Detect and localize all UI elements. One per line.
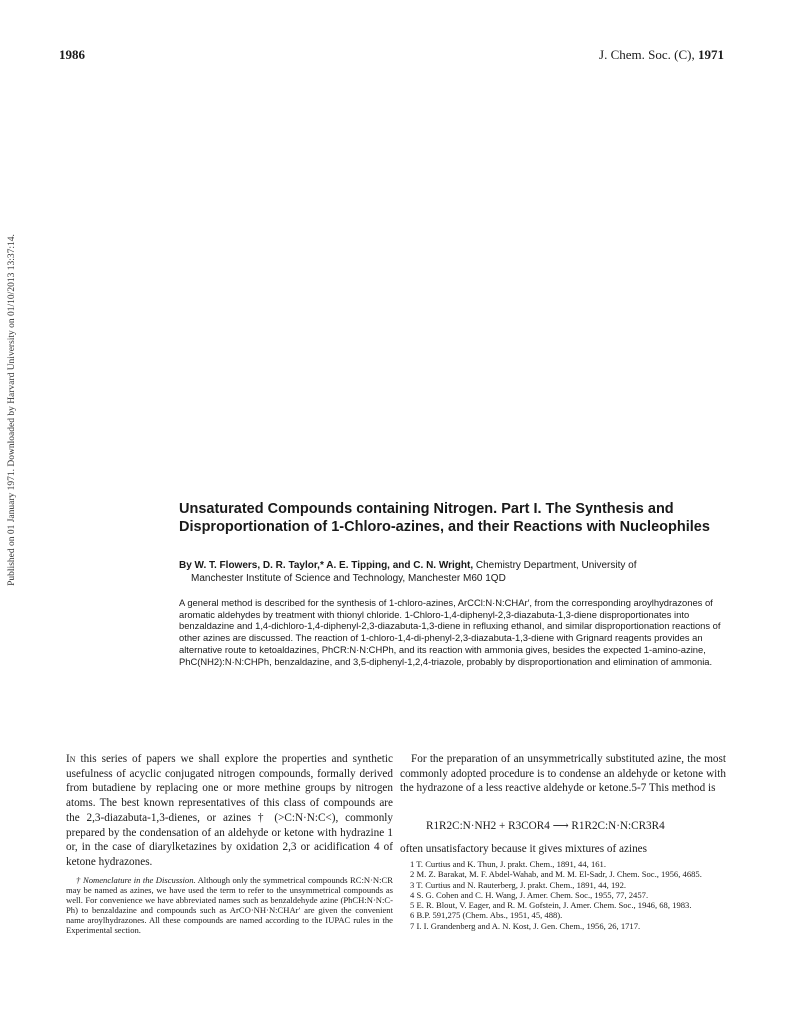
post-equation-text: often unsatisfactory because it gives mixtures of azines (400, 843, 647, 855)
reference-item: 6 B.P. 591,275 (Chem. Abs., 1951, 45, 488). (410, 910, 563, 921)
page-number: 1986 (59, 47, 85, 62)
journal-year: 1971 (698, 47, 724, 62)
reference-item: 3 T. Curtius and N. Rauterberg, J. prakt. Chem., 1891, 44, 192. (410, 879, 627, 890)
authors: By W. T. Flowers, D. R. Taylor,* A. E. Tipping, and C. N. Wright, (179, 560, 474, 571)
left-column (66, 752, 393, 870)
affiliation-line-2: Manchester Institute of Science and Technology, Manchester M60 1QD (191, 573, 506, 584)
journal-reference (599, 47, 724, 63)
right-column (400, 752, 726, 796)
reaction-equation: R1R2C:N·NH2 + R3COR4 ⟶ R1R2C:N·N:CR3R4 (426, 820, 665, 832)
journal-name: J. Chem. Soc. (C), (599, 47, 695, 62)
download-note-text: Published on 01 January 1971. Downloaded by Harvard University on 01/10/2013 13:37:14. (7, 234, 17, 586)
reference-item: 7 I. I. Grandenberg and A. N. Kost, J. Gen. Chem., 1956, 26, 1717. (410, 920, 641, 931)
abstract-text: A general method is described for the synthesis of 1-chloro-azines, ArCCl:N·N:CHAr′, from the corresponding aroylhydrazones of aromatic aldehydes by treatment with thionyl chloride. 1-Chloro-1,4-diphenyl-2,3-diazabuta-1,3-diene disproportionates into benzaldazine and 1,4-dichloro-1,4-diphenyl-2,3-diazabuta-1,3-diene in refluxing ethanol, and similar disproportionation reactions of other azines are discussed. The reaction of 1-chloro-1,4-di-phenyl-2,3-diazabuta-1,3-diene with Grignard reagents provides an alternative route to ketoaldazines, PhCR:N·N:CHPh, and its reaction with ammonia gives, besides the expected 1-amino-azine, PhC(NH2):N·N:CHPh, benzaldazine, and 3,5-diphenyl-1,2,4-triazole, probably by disproportionation and elimination of ammonia. (179, 597, 721, 667)
reference-item: 2 M. Z. Barakat, M. F. Abdel-Wahab, and M. M. El-Sadr, J. Chem. Soc., 1956, 4685. (410, 869, 702, 880)
intro-text: this series of papers we shall explore the properties and synthetic usefulness of acyclic conjugated nitrogen compounds, formally derived from butadiene by replacing one or more methine groups by nitrogen atoms. The best known representatives of this class of compounds are the 2,3-diazabuta-1,3-dienes, or azines † (>C:N·N:C<), commonly prepared by the condensation of an aldehyde or ketone with hydrazine 1 or, in the case of diarylketazines by oxidation 2,3 or acidification 4 of ketone hydrazones. (66, 753, 393, 868)
reference-list (400, 859, 726, 931)
abstract (179, 597, 727, 667)
intro-lead: In (66, 753, 76, 765)
article-title: Unsaturated Compounds containing Nitrogen. Part I. The Synthesis and Disproportionation of 1-Chloro-azines, and their Reactions with Nucleophiles (179, 501, 710, 535)
footnote-label: † Nomenclature in the Discussion. (76, 875, 196, 885)
method-paragraph: For the preparation of an unsymmetrically substituted azine, the most commonly adopted procedure is to condense an aldehyde or ketone with the hydrazone of a less reactive aldehyde or ketone.5-7 This method is (400, 753, 726, 795)
download-watermark (6, 200, 18, 620)
affiliation-line-1: Chemistry Department, University of (475, 560, 637, 571)
nomenclature-footnote (66, 875, 393, 935)
reference-item: 4 S. G. Cohen and C. H. Wang, J. Amer. Chem. Soc., 1955, 77, 2457. (410, 889, 649, 900)
byline (179, 559, 727, 585)
reference-item: 5 E. R. Blout, V. Eager, and R. M. Gofstein, J. Amer. Chem. Soc., 1946, 68, 1983. (410, 900, 692, 911)
footnote-text: Although only the symmetrical compounds RC:N·N:CR may be named as azines, we have used the term to refer to the unsymmetrical compounds as well. For convenience we have abbreviated names such as benzaldehyde azine (PhCH:N·N:C-Ph) to benzaldazine and compounds such as ArCO·NH·N:CHAr′ are given the convenient name aroylhydrazones. All these compounds are named according to the IUPAC rules in the Experimental section. (66, 875, 393, 935)
intro-paragraph (66, 752, 393, 870)
reference-item: 1 T. Curtius and K. Thun, J. prakt. Chem., 1891, 44, 161. (410, 859, 606, 869)
